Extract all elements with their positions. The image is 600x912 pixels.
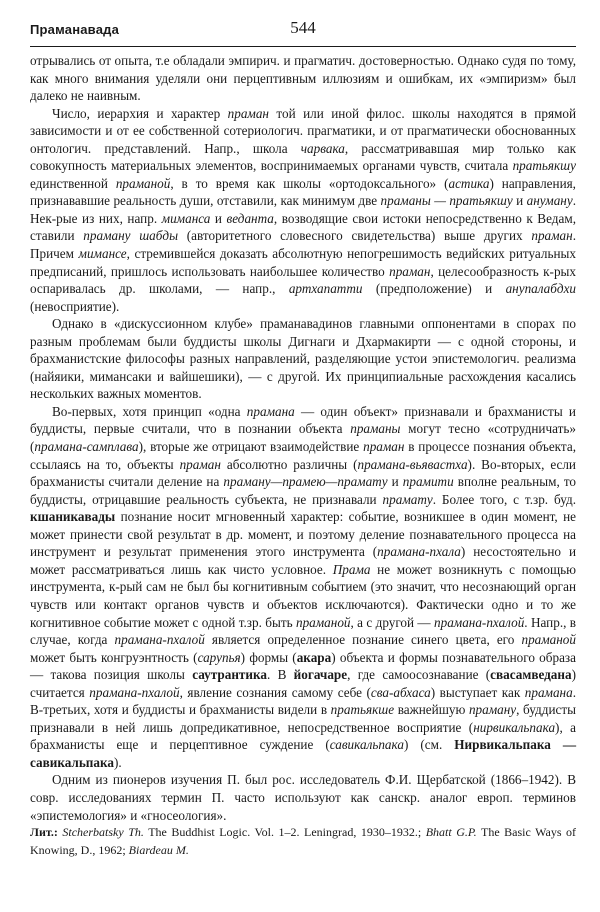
text-run: и bbox=[210, 210, 227, 226]
text-run: , целесообразность к-рых оспаривалась др. школами, — напр., bbox=[30, 263, 576, 297]
page-number: 544 bbox=[290, 18, 316, 37]
paragraph bbox=[30, 52, 576, 105]
text-run: Во-первых, хотя принцип «одна bbox=[52, 403, 247, 419]
italic-term: праматy bbox=[382, 491, 433, 507]
italic-term: прамана-пхалой bbox=[89, 684, 180, 700]
text-run: является определенное познание синего цвета, его bbox=[204, 632, 522, 648]
text-run: ). Во-вторых, если брахманисты считали деление на bbox=[30, 456, 576, 490]
text-run: The Buddhist Logic. Vol. 1–2. Leningrad, 1930–1932.; bbox=[143, 825, 426, 840]
italic-term: чарвака bbox=[300, 140, 345, 156]
italic-term: сарупья bbox=[197, 649, 241, 665]
italic-term: прамана-вьявастха bbox=[357, 456, 468, 472]
text-run: — один объект» признавали и брахманисты и буддисты, первые считали, что в познании объекта bbox=[30, 403, 576, 437]
italic-term: сва-абхаса bbox=[370, 684, 431, 700]
bold-term[interactable]: йогачаре bbox=[293, 667, 348, 683]
italic-term: пратьякше bbox=[330, 702, 395, 718]
page-header bbox=[30, 18, 576, 42]
italic-term: артхапатти bbox=[288, 281, 363, 297]
text-run: , где самоосознавание ( bbox=[347, 667, 491, 683]
bold-term[interactable]: саутрантика bbox=[192, 667, 267, 683]
text-run: не может возникнуть с помощью инструмента, к-рый сам не был бы когнитивным событием (это значит, что несознающий орган чувств или контакт органов чувств и объектов исключаются). Фактически одно и то же когнитивное событие может с одной т.зр. быть bbox=[30, 561, 576, 630]
text-run: (невосприятие). bbox=[30, 298, 120, 314]
italic-term: савикальпака bbox=[329, 737, 404, 753]
italic-term: Biardeau M. bbox=[128, 842, 189, 857]
text-run: Одним из пионеров изучения П. был рос. исследователь Ф.И. Щербатской (1866–1942). В совр. исследованиях термин П. часто используют как санскр. аналог европ. терминов «эпистемология» и «гносеология». bbox=[30, 772, 576, 823]
text-run: важнейшую bbox=[394, 702, 469, 718]
literature-references bbox=[30, 824, 576, 859]
italic-term: астика bbox=[448, 175, 490, 191]
text-run: ) выступает как bbox=[430, 684, 525, 700]
text-run: , а с другой — bbox=[350, 614, 434, 630]
italic-term: праманой bbox=[295, 614, 351, 630]
italic-term: прамана-пхалой bbox=[114, 632, 205, 648]
italic-term: прамана-самплава bbox=[34, 439, 139, 455]
text-run: , возводящие свои истоки непосредственно к Ведам, ставили bbox=[30, 210, 576, 244]
italic-term: праманы — пратьякшу bbox=[380, 193, 513, 209]
bold-term[interactable]: Нирвикальпака — савикальпака bbox=[30, 737, 577, 770]
text-run: Однако в «дискуссионном клубе» праманавадинов главными оппонентами в спорах по разным проблемам были буддисты школы Дигнаги и Дхармакирти — с одной стороны, и брахманистские философы разных направлений, разделяющие устои эпистемологич. реализма (найяики, мимансаки и вайшешики), — с другой. Их принципиальные расхождения касались нескольких важных моментов. bbox=[30, 316, 576, 402]
italic-term: анупалабдхи bbox=[505, 281, 577, 297]
paragraph bbox=[30, 315, 576, 403]
bold-term[interactable]: акара bbox=[296, 649, 332, 665]
text-run: , явление сознания самому себе ( bbox=[179, 684, 371, 700]
italic-term: миманса bbox=[161, 210, 211, 226]
text-run: ) несостоятельно и может рассматриваться лишь как чисто условное. bbox=[30, 544, 576, 577]
text-run: могут тесно «сотрудничать» ( bbox=[30, 421, 577, 455]
italic-term: праман bbox=[179, 456, 221, 472]
text-run: ), а брахманисты еще и перцептивное суждение ( bbox=[30, 719, 576, 753]
italic-term: праман bbox=[227, 105, 269, 121]
text-run: . Более того, с т.зр. буд. bbox=[432, 491, 576, 507]
italic-term: праман bbox=[531, 228, 573, 244]
italic-term: Bhatt G.P. bbox=[425, 825, 477, 840]
italic-term: праманой bbox=[115, 175, 171, 191]
italic-term: ануману bbox=[526, 193, 573, 209]
text-run: . Причем bbox=[30, 228, 576, 262]
text-run: ), вторые же отрицают взаимодействие bbox=[138, 439, 364, 455]
italic-term: праман bbox=[363, 439, 405, 455]
text-run: и bbox=[512, 193, 527, 209]
bold-term[interactable]: кшаникавады bbox=[30, 509, 116, 525]
italic-term: праман bbox=[389, 263, 431, 279]
text-run: ) формы ( bbox=[240, 649, 297, 665]
text-run: отрывались от опыта, т.е обладали эмпирич. и прагматич. достоверностью. Однако судя по тому, как много внимания уделяли они перцептивным иллюзиям и ошибкам, их «эмпиризм» был далеко не наивным. bbox=[30, 53, 576, 104]
italic-term: мимансе bbox=[78, 246, 127, 262]
italic-term: праманой bbox=[521, 632, 576, 648]
text-run: ) (см. bbox=[403, 737, 455, 753]
italic-term: нирвикальпака bbox=[473, 719, 556, 735]
text-run: The Basic Ways of Knowing, D., 1962; bbox=[30, 825, 577, 857]
text-run: . Напр., в случае, когда bbox=[30, 614, 576, 648]
text-run: той или иной филос. школы находятся в прямой зависимости и от ее собственной сотериологич. прагматики, и от прагматически обоснованных онтологич. представлений. Напр., школа bbox=[30, 105, 577, 156]
bold-term[interactable]: Лит.: bbox=[30, 825, 63, 840]
header-rule bbox=[30, 46, 576, 47]
paragraph bbox=[30, 105, 576, 316]
text-run: может быть конгруэнтность ( bbox=[30, 649, 198, 665]
italic-term: Stcherbatsky Th. bbox=[62, 825, 144, 840]
paragraph bbox=[30, 771, 576, 824]
italic-term: Прама bbox=[332, 561, 371, 577]
italic-term: пратьякшу bbox=[512, 158, 576, 174]
text-run: (предположение) и bbox=[362, 281, 506, 297]
text-run: ) направления, признававшие реальность души, отставили, как минимум две bbox=[30, 175, 576, 209]
italic-term: прамана bbox=[246, 403, 295, 419]
bold-term[interactable]: свасамведана bbox=[490, 667, 572, 683]
text-run: , в то время как школы «ортодоксального» ( bbox=[170, 175, 449, 191]
text-run: вполне реальным, то буддисты, отрицавшие реальность субъекта, не признавали bbox=[30, 474, 576, 507]
text-run: единственной bbox=[30, 175, 116, 191]
italic-term: прамана-пхалой bbox=[434, 614, 525, 630]
text-run: , буддисты признавали в ней лишь допредикативное, непосредственное восприятие ( bbox=[30, 702, 576, 735]
article-body bbox=[30, 52, 576, 859]
italic-term: праманы bbox=[350, 421, 401, 437]
italic-term: праману bbox=[468, 702, 517, 718]
paragraph bbox=[30, 403, 576, 771]
text-run: ) объекта и формы познавательного образа — такова позиция школы bbox=[30, 649, 576, 683]
text-run: , стремившейся доказать абсолютную непогрешимость ведийских ритуальных предписаний, пришлось использовать наибольшее количество bbox=[30, 246, 577, 279]
text-run: в процессе познания объекта, ссылаясь на то, объекты bbox=[30, 439, 576, 472]
text-run: . Нек-рые из них, напр. bbox=[30, 193, 577, 226]
text-run: ). bbox=[114, 754, 122, 770]
text-run: . В-третьих, хотя и буддисты и брахманисты видели в bbox=[30, 684, 576, 718]
italic-term: прамана-пхала bbox=[377, 544, 461, 560]
italic-term: прамана bbox=[524, 684, 573, 700]
text-run: Число, иерархия и характер bbox=[52, 105, 228, 121]
text-run: (авторитетного словесного свидетельства) выше других bbox=[178, 228, 532, 244]
italic-term: праману шабды bbox=[83, 228, 179, 244]
italic-term: прамити bbox=[402, 474, 454, 490]
running-head: Праманавада bbox=[30, 22, 120, 37]
text-run: познание носит мгновенный характер: событие, возникшее в один момент, не может принести свой результат в др. момент, и поэтому деление познавательного процесса на инструмент и результат применения этого инструмента ( bbox=[30, 509, 576, 560]
text-run: абсолютно различны ( bbox=[220, 456, 358, 472]
italic-term: веданта bbox=[226, 210, 274, 226]
italic-term: праману—прамею—праматy bbox=[223, 474, 388, 490]
text-run: . В bbox=[266, 667, 294, 683]
text-run: и bbox=[387, 474, 403, 490]
text-run: , рассматривавшая мир только как совокупность материальных элементов, воспринимаемых органами чувств, считала bbox=[30, 140, 576, 174]
text-run: ) считается bbox=[30, 667, 576, 700]
